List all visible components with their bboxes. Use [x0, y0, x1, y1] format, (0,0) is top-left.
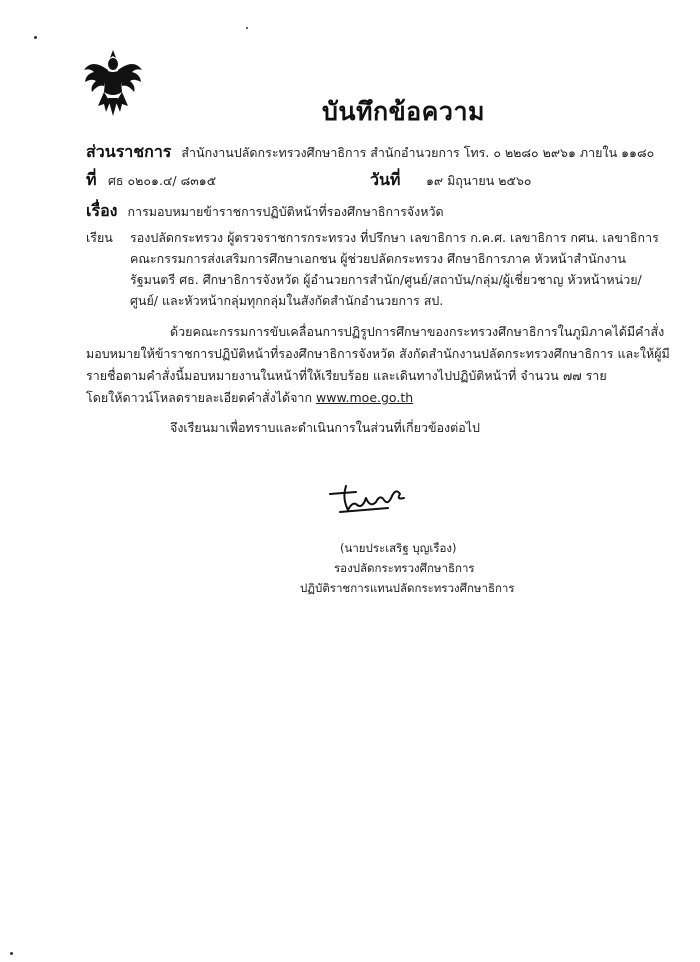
signatory-name: (นายประเสริฐ บุญเรือง): [340, 541, 457, 555]
date-label: วันที่: [370, 170, 401, 189]
closing-line: จึงเรียนมาเพื่อทราบและดำเนินการในส่วนที่เกี่ยวข้องต่อไป: [170, 420, 480, 435]
ref-label: ที่: [86, 170, 97, 189]
addressee-label: เรียน: [86, 230, 113, 245]
body-line: ด้วยคณะกรรมการขับเคลื่อนการปฏิรูปการศึกษาของกระทรวงศึกษาธิการในภูมิภาคได้มีคำสั่ง: [170, 324, 665, 339]
subject-value: การมอบหมายข้าราชการปฏิบัติหน้าที่รองศึกษาธิการจังหวัด: [127, 204, 444, 219]
moe-website-link[interactable]: www.moe.go.th: [316, 390, 414, 405]
scan-speck: [246, 27, 248, 29]
ref-date-row: [86, 168, 656, 190]
memo-title: บันทึกข้อความ: [322, 97, 485, 126]
body-line: รายชื่อตามคำสั่งนี้มอบหมายงานในหน้าที่ให้เรียบร้อย และเดินทางไปปฏิบัติหน้าที่ จำนวน ๗๗ ราย: [86, 368, 607, 383]
agency-value: สำนักงานปลัดกระทรวงศึกษาธิการ สำนักอำนวยการ โทร. ๐ ๒๒๘๐ ๒๙๖๑ ภายใน ๑๑๘๐: [181, 145, 655, 160]
agency-row: [86, 140, 660, 165]
addressee-line: รองปลัดกระทรวง ผู้ตรวจราชการกระทรวง ที่ปรึกษา เลขาธิการ ก.ค.ศ. เลขาธิการ กศน. เลขาธิการ: [130, 230, 659, 245]
ref-value: ศธ ๐๒๐๑.๔/ ๘๓๑๕: [108, 173, 217, 188]
scan-speck: [10, 952, 13, 955]
handwritten-signature: [326, 480, 418, 522]
subject-label: เรื่อง: [86, 201, 118, 220]
addressee-line: รัฐมนตรี ศธ. ศึกษาธิการจังหวัด ผู้อำนวยการสำนัก/ศูนย์/สถาบัน/กลุ่ม/ผู้เชี่ยวชาญ หัวหน้าหน่วย/: [130, 272, 642, 287]
date-value: ๑๙ มิถุนายน ๒๕๖๐: [426, 173, 532, 188]
body-line-last: [86, 388, 413, 408]
addressee-line: ศูนย์/ และหัวหน้ากลุ่มทุกกลุ่มในสังกัดสำนักอำนวยการ สป.: [130, 293, 444, 308]
body-line: มอบหมายให้ข้าราชการปฏิบัติหน้าที่รองศึกษาธิการจังหวัด สังกัดสำนักงานปลัดกระทรวงศึกษาธิการ และให้ผู้มี: [86, 346, 670, 361]
garuda-emblem-icon: [82, 48, 144, 118]
signatory-acting: ปฏิบัติราชการแทนปลัดกระทรวงศึกษาธิการ: [300, 581, 515, 595]
subject-row: [86, 199, 660, 224]
addressee-line: คณะกรรมการส่งเสริมการศึกษาเอกชน ผู้ช่วยปลัดกระทรวง ศึกษาธิการภาค หัวหน้าสำนักงาน: [130, 251, 626, 266]
signatory-position: รองปลัดกระทรวงศึกษาธิการ: [334, 561, 475, 575]
body-line-text: โดยให้ดาวน์โหลดรายละเอียดคำสั่งได้จาก: [86, 390, 313, 405]
agency-label: ส่วนราชการ: [86, 142, 172, 161]
scan-speck: [34, 36, 37, 39]
